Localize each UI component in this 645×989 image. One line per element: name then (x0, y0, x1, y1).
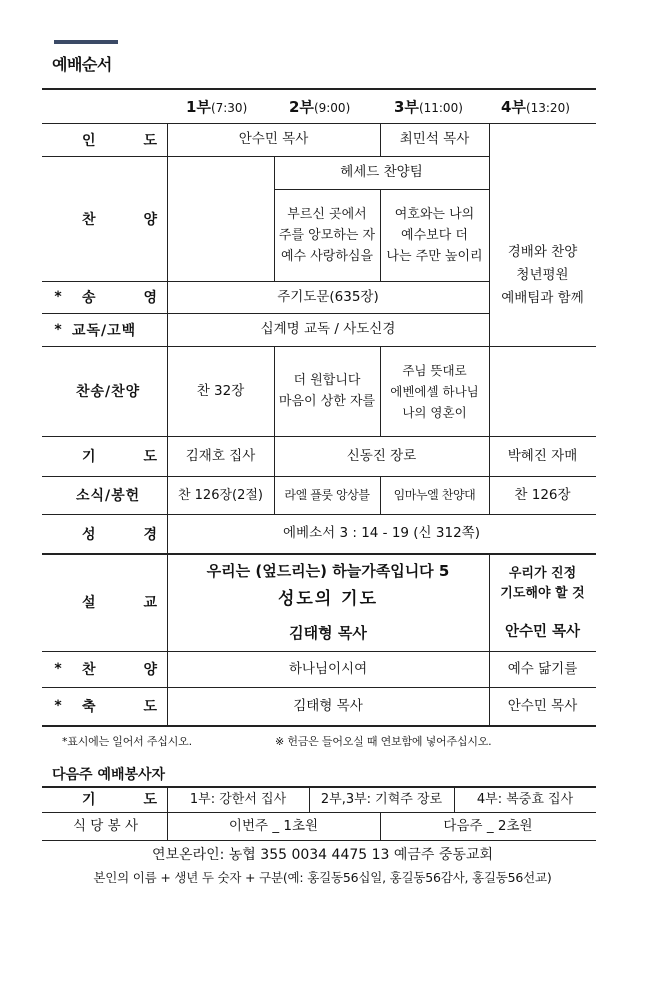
kitchen-next-week: 다음주 _ 2초원 (443, 817, 533, 834)
section-title: 예배순서 (52, 55, 112, 74)
kitchen-this-week: 이번주 _ 1초원 (228, 817, 319, 834)
service-4-worship: 경배와 찬양 청년평원 예배팀과 함께 (501, 243, 584, 306)
prayer-2-3: 신동진 장로 (346, 447, 417, 464)
row-label-benediction: * 축 도 (54, 698, 157, 715)
hymn-1: 찬 32장 (196, 382, 245, 399)
service-3-header: 3부(11:00) (394, 98, 463, 116)
sermon-preacher: 김태형 목사 (289, 624, 367, 642)
hymn-2: 더 원합니다 마음이 상한 자를 (278, 373, 376, 409)
row-label-invocation: 인 도 (82, 132, 157, 149)
creed-text: 십계명 교독 / 사도신경 (260, 321, 396, 337)
row-label-sermon: 설 교 (82, 595, 157, 611)
praise-team: 헤세드 찬양팀 (340, 164, 423, 180)
praise-songs-2: 부르신 곳에서 주를 앙모하는 자 예수 사랑하심을 (278, 206, 376, 264)
prayer-1: 김재호 집사 (185, 447, 256, 464)
offering-note: ※ 헌금은 들어오실 때 연보함에 넣어주십시오. (275, 735, 492, 748)
closing-hymn-4: 예수 닮기를 (507, 660, 578, 677)
next-week-title: 다음주 예배봉사자 (52, 767, 166, 783)
row-label-creed: * 교독/고백 (54, 321, 137, 339)
invocation-leader-3: 최민석 목사 (399, 131, 470, 147)
sermon-4-title: 우리가 진정 기도해야 할 것 (500, 566, 585, 601)
service-1-header: 1부(7:30) (186, 98, 248, 116)
praise-songs-3: 여호와는 나의 예수보다 더 나는 주만 높이리 (386, 206, 483, 264)
service-2-header: 2부(9:00) (289, 98, 351, 116)
online-offering-note: 본인의 이름 + 생년 두 숫자 + 구분(예: 홍길동56십일, 홍길동56감사, 홍길동56선교) (93, 870, 552, 885)
sermon-title: 우리는 (엎드리는) 하늘가족입니다 5 (206, 562, 450, 580)
offering-1: 찬 126장(2절) (177, 487, 264, 503)
next-prayer-4: 4부: 복중효 집사 (476, 791, 574, 807)
next-prayer-label: 기 도 (82, 792, 157, 808)
next-prayer-1: 1부: 강한서 집사 (189, 791, 287, 807)
row-label-prayer: 기 도 (82, 449, 157, 465)
next-prayer-2-3: 2부,3부: 기혁주 장로 (320, 791, 443, 807)
sermon-4-preacher: 안수민 목사 (504, 624, 581, 640)
row-label-scripture: 성 경 (82, 526, 157, 543)
sermon-subtitle: 성도의 기도 (277, 589, 379, 609)
row-label-doxology: * 송 영 (54, 289, 157, 306)
offering-3: 임마누엘 찬양대 (393, 487, 476, 502)
benediction-4: 안수민 목사 (507, 697, 578, 714)
kitchen-label: 식 당 봉 사 (72, 817, 139, 834)
row-label-hymn: 찬송/찬양 (76, 384, 141, 400)
service-4-header: 4부(13:20) (501, 98, 570, 116)
scripture-text: 에베소서 3 : 14 - 19 (신 312쪽) (283, 525, 480, 541)
benediction-text: 김태형 목사 (293, 697, 363, 714)
offering-2: 라엘 플룻 앙상블 (284, 487, 370, 502)
prayer-4: 박혜진 자매 (507, 447, 578, 464)
online-offering: 연보온라인: 농협 355 0034 4475 13 예금주 중동교회 (152, 847, 493, 863)
offering-4: 찬 126장 (514, 486, 571, 503)
closing-hymn-text: 하나님이시여 (288, 660, 368, 677)
invocation-leader: 안수민 목사 (238, 131, 309, 147)
title-accent-bar (54, 40, 118, 44)
row-label-closing-hymn: * 찬 양 (54, 661, 157, 678)
row-label-praise: 찬 양 (82, 211, 157, 228)
stand-note: *표시에는 일어서 주십시오. (62, 735, 192, 748)
hymn-3: 주님 뜻대로 에벤에셀 하나님 나의 영혼이 (390, 362, 479, 420)
doxology-text: 주기도문(635장) (277, 288, 379, 305)
row-label-offering: 소식/봉헌 (76, 488, 141, 504)
